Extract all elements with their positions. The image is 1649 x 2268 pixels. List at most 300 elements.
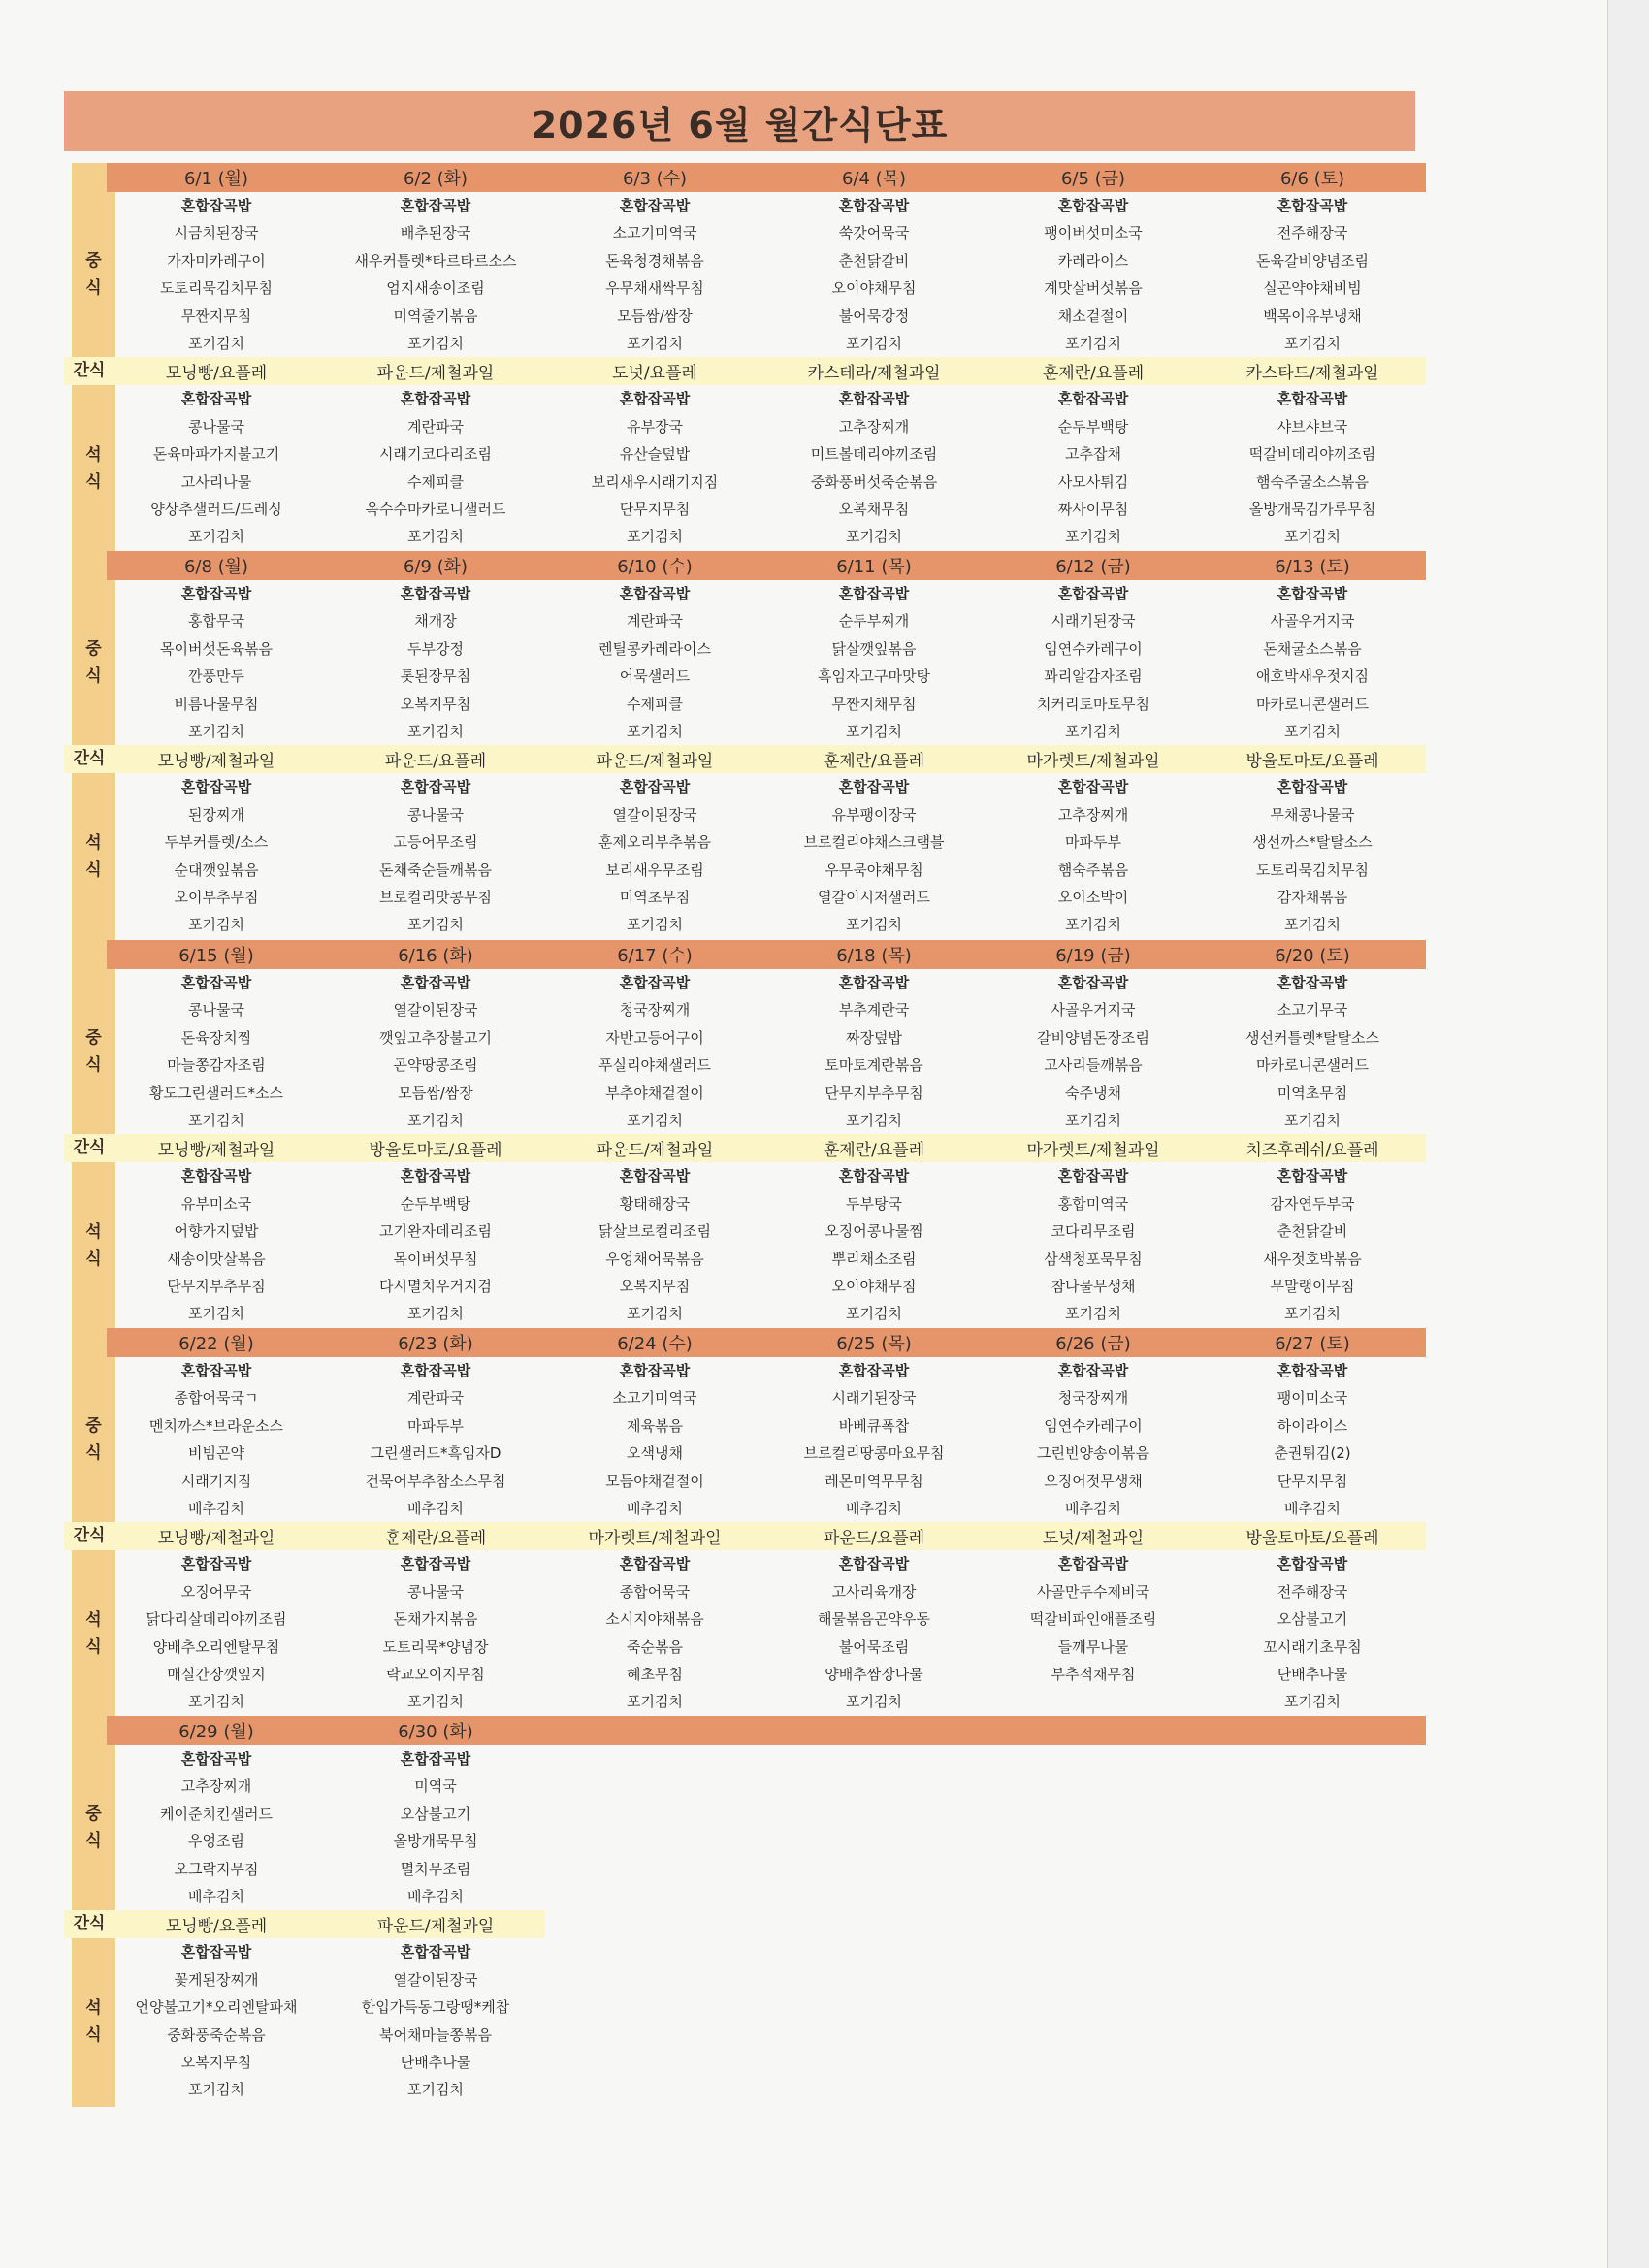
- menu-item: 혼합잡곡밥: [1277, 197, 1348, 214]
- menu-item: 돈채죽순들깨볶음: [379, 860, 492, 879]
- menu-item: 혼합잡곡밥: [180, 197, 252, 214]
- date-header: 6/4 (목): [841, 169, 907, 189]
- menu-item: 황도그린샐러드*소스: [149, 1084, 283, 1102]
- menu-item: 배추김치: [627, 1499, 683, 1517]
- dinner-block: [107, 1938, 1426, 2103]
- menu-item: 단배추나물: [1277, 1665, 1348, 1683]
- menu-item: 혼합잡곡밥: [180, 1750, 252, 1767]
- menu-item: 모듬야채겉절이: [605, 1472, 704, 1490]
- menu-item: 콩나물국: [188, 1001, 244, 1020]
- menu-item: 소고기미역국: [612, 224, 697, 243]
- menu-item: 올방개묵무침: [393, 1832, 478, 1851]
- menu-item: 보리새우시래기지짐: [591, 472, 719, 491]
- menu-item: 중화풍버섯죽순볶음: [810, 472, 938, 491]
- menu-item: 들깨무나물: [1057, 1637, 1129, 1656]
- menu-item: 포기김치: [1065, 722, 1121, 740]
- dinner-day-column: [1203, 773, 1422, 938]
- date-header: 6/30 (화): [398, 1722, 473, 1742]
- dinner-label: [72, 1606, 115, 1661]
- menu-item: 포기김치: [407, 334, 464, 352]
- menu-item: 도토리묵김치무침: [1256, 860, 1369, 879]
- dinner-day-column: [764, 773, 984, 938]
- menu-item: 어향가지덮밥: [174, 1222, 259, 1241]
- menu-item: 고추장찌개: [180, 1777, 252, 1796]
- menu-item: 건묵어부추참소스무침: [365, 1472, 506, 1490]
- week-block: [107, 940, 1426, 1328]
- menu-item: 하이라이스: [1277, 1416, 1348, 1435]
- lunch-label: [72, 635, 115, 690]
- menu-item: 채소겉절이: [1057, 307, 1129, 325]
- menu-item: 우무묵야채무침: [824, 860, 923, 879]
- menu-item: 포기김치: [407, 916, 464, 934]
- menu-item: 새우젓호박볶음: [1263, 1249, 1362, 1268]
- menu-item: 배추김치: [1284, 1499, 1341, 1517]
- snack-label: 간식: [64, 1910, 114, 1938]
- menu-item: 포기김치: [188, 722, 244, 740]
- menu-item: 고등어무조림: [393, 833, 478, 852]
- menu-item: 백목이유부냉채: [1263, 307, 1362, 325]
- menu-item: 불어묵조림: [838, 1637, 910, 1656]
- menu-item: 미역국: [414, 1777, 457, 1796]
- menu-item: 포기김치: [188, 2081, 244, 2099]
- lunch-label-text: 중식: [85, 1804, 102, 1852]
- menu-item: 시래기된장국: [1051, 612, 1136, 631]
- menu-item: 불어묵강정: [838, 307, 910, 325]
- menu-item: 단무지부추무침: [824, 1084, 923, 1102]
- lunch-day-column: [764, 580, 984, 745]
- menu-item: 혼합잡곡밥: [400, 197, 471, 214]
- menu-item: 삼색청포묵무침: [1044, 1249, 1143, 1268]
- snack-item: 훈제란/요플레: [823, 752, 925, 772]
- menu-item: 순두부찌개: [838, 612, 910, 631]
- menu-item: 레몬미역무무침: [824, 1472, 923, 1490]
- date-header: 6/1 (월): [183, 169, 249, 189]
- menu-item: 깐풍만두: [188, 667, 244, 686]
- snack-label: 간식: [64, 1134, 114, 1162]
- menu-item: 포기김치: [846, 528, 902, 546]
- menu-item: 오삼불고기: [1277, 1610, 1348, 1629]
- dinner-day-column: [764, 1162, 984, 1327]
- dinner-label: [72, 829, 115, 884]
- menu-item: 포기김치: [627, 1693, 683, 1711]
- menu-item: 포기김치: [627, 916, 683, 934]
- menu-item: 카레라이스: [1057, 251, 1129, 270]
- snack-item: 파운드/제철과일: [376, 364, 495, 384]
- menu-item: 혼합잡곡밥: [619, 390, 691, 408]
- menu-item: 혼합잡곡밥: [619, 1167, 691, 1185]
- menu-item: 배추김치: [407, 1499, 464, 1517]
- dinner-day-column: [107, 1938, 326, 2103]
- snack-item: 마가렛트/제철과일: [1026, 1141, 1160, 1161]
- snack-item: 파운드/제철과일: [596, 1141, 714, 1161]
- menu-item: 혼합잡곡밥: [1057, 1362, 1129, 1379]
- menu-item: 짜사이무침: [1057, 500, 1129, 518]
- menu-item: 계맛살버섯볶음: [1044, 279, 1143, 298]
- menu-item: 우엉조림: [188, 1832, 244, 1851]
- menu-item: 채개장: [414, 612, 457, 631]
- menu-item: 무짠지채무침: [831, 695, 917, 713]
- lunch-day-column: [764, 969, 984, 1134]
- menu-item: 콩나물국: [407, 805, 464, 824]
- menu-item: 떡갈비데리야끼조림: [1248, 445, 1376, 464]
- menu-item: 한입가득동그랑땡*케찹: [361, 1998, 510, 2017]
- date-header: 6/20 (토): [1275, 946, 1350, 966]
- menu-item: 부추적채무침: [1051, 1665, 1136, 1683]
- dinner-day-column: [1203, 1550, 1422, 1715]
- dinner-day-column: [984, 1162, 1203, 1327]
- menu-item: 콩나물국: [407, 1582, 464, 1601]
- date-row: [107, 551, 1426, 580]
- page-title: 2026년 6월 월간식단표: [531, 103, 949, 146]
- menu-item: 혼합잡곡밥: [838, 585, 910, 602]
- lunch-day-column: [326, 1357, 545, 1522]
- dinner-block: [107, 1162, 1426, 1327]
- menu-item: 포기김치: [188, 916, 244, 934]
- snack-item: 모닝빵/제철과일: [157, 1141, 275, 1161]
- menu-item: 혼합잡곡밥: [180, 1362, 252, 1379]
- menu-item: 돈육장치찜: [180, 1028, 252, 1047]
- lunch-day-column: [545, 192, 764, 357]
- menu-item: 무채콩나물국: [1270, 805, 1355, 824]
- menu-item: 멸치무조림: [400, 1860, 471, 1878]
- menu-item: 팽이버섯미소국: [1044, 224, 1143, 243]
- dinner-day-column: [326, 385, 545, 550]
- menu-item: 팽이미소국: [1277, 1389, 1348, 1408]
- menu-item: 무말랭이무침: [1270, 1277, 1355, 1295]
- menu-item: 닭살브로컬리조림: [598, 1222, 711, 1241]
- menu-item: 매실간장깻잎지: [167, 1665, 266, 1683]
- dinner-day-column: [1203, 385, 1422, 550]
- menu-item: 가자미카레구이: [167, 251, 266, 270]
- menu-item: 혼합잡곡밥: [619, 1362, 691, 1379]
- snack-item: 마가렛트/제철과일: [588, 1529, 722, 1549]
- date-header: 6/24 (수): [617, 1334, 693, 1354]
- menu-item: 시금치된장국: [174, 224, 259, 243]
- menu-item: 임연수카레구이: [1044, 1416, 1143, 1435]
- snack-item: 훈제란/요플레: [1042, 364, 1145, 384]
- menu-item: 목이버섯돈육볶음: [160, 639, 273, 658]
- menu-item: 햄숙주볶음: [1057, 860, 1129, 879]
- lunch-day-column: [984, 580, 1203, 745]
- menu-item: 갈비양념돈장조림: [1037, 1028, 1149, 1047]
- menu-item: 오이부추무침: [174, 888, 259, 906]
- menu-item: 두부탕국: [846, 1194, 902, 1213]
- snack-label: 간식: [64, 1522, 114, 1550]
- menu-item: 자반고등어구이: [605, 1028, 704, 1047]
- date-header: 6/19 (금): [1055, 946, 1131, 966]
- lunch-label-text: 중식: [85, 639, 102, 687]
- menu-item: 돈채가지볶음: [393, 1610, 478, 1629]
- dinner-day-column: [764, 385, 984, 550]
- date-header: 6/11 (목): [836, 557, 912, 577]
- menu-item: 혼합잡곡밥: [400, 778, 471, 796]
- menu-item: 쑥갓어묵국: [838, 224, 910, 243]
- lunch-label-text: 중식: [85, 1416, 102, 1464]
- menu-item: 배추김치: [1065, 1499, 1121, 1517]
- menu-item: 혼합잡곡밥: [1277, 1362, 1348, 1379]
- menu-item: 우무채새싹무침: [605, 279, 704, 298]
- menu-item: 꽈리알감자조림: [1044, 667, 1143, 686]
- menu-item: 혼합잡곡밥: [838, 1555, 910, 1573]
- menu-item: [984, 1688, 1203, 1715]
- dinner-block: [107, 773, 1426, 938]
- menu-item: 소시지야채볶음: [605, 1610, 704, 1629]
- menu-item: 춘권튀김(2): [1274, 1444, 1351, 1463]
- menu-item: 혼합잡곡밥: [400, 974, 471, 991]
- menu-item: 혼합잡곡밥: [180, 974, 252, 991]
- menu-item: 포기김치: [1065, 528, 1121, 546]
- menu-item: 홍합무국: [188, 612, 244, 631]
- menu-item: 숙주냉채: [1065, 1084, 1121, 1102]
- lunch-day-column: [545, 580, 764, 745]
- menu-item: 햄숙주굴소스볶음: [1256, 472, 1369, 491]
- menu-item: 포기김치: [188, 1693, 244, 1711]
- menu-item: 실곤약야채비빔: [1263, 279, 1362, 298]
- dinner-label: [72, 441, 115, 496]
- menu-item: 양배추오리엔탈무침: [152, 1637, 280, 1656]
- dinner-day-column: [326, 1162, 545, 1327]
- date-header: 6/2 (화): [403, 169, 469, 189]
- menu-item: 포기김치: [407, 722, 464, 740]
- dinner-day-column: [326, 1550, 545, 1715]
- menu-item: 시래기지짐: [180, 1472, 252, 1490]
- menu-item: 전주해장국: [1277, 1582, 1348, 1601]
- menu-item: 오이소박이: [1057, 888, 1129, 906]
- lunch-day-column: [1203, 969, 1422, 1134]
- date-header: 6/27 (토): [1275, 1334, 1350, 1354]
- menu-item: 포기김치: [846, 1305, 902, 1323]
- lunch-label-text: 중식: [85, 1028, 102, 1076]
- menu-item: 푸실리야채샐러드: [598, 1056, 711, 1075]
- menu-item: 도토리묵*양념장: [382, 1637, 489, 1656]
- menu-item: 혼합잡곡밥: [400, 1555, 471, 1573]
- menu-item: 돈육마파가지불고기: [152, 445, 280, 464]
- dinner-day-column: [545, 1550, 764, 1715]
- menu-item: 혼합잡곡밥: [180, 1555, 252, 1573]
- menu-item: 혼합잡곡밥: [1057, 585, 1129, 602]
- lunch-day-column: [1203, 580, 1422, 745]
- menu-item: 시래기된장국: [831, 1389, 917, 1408]
- menu-item: 마카로니콘샐러드: [1256, 695, 1369, 713]
- menu-item: 죽순볶음: [627, 1637, 683, 1656]
- menu-item: 유산슬덮밥: [619, 445, 691, 464]
- lunch-day-column: [107, 969, 326, 1134]
- snack-item: 파운드/요플레: [823, 1529, 925, 1549]
- snack-item: 마가렛트/제철과일: [1026, 752, 1160, 772]
- menu-item: 혼합잡곡밥: [1057, 390, 1129, 408]
- menu-item: 혼합잡곡밥: [838, 974, 910, 991]
- menu-item: 배추김치: [846, 1499, 902, 1517]
- menu-item: 포기김치: [407, 1693, 464, 1711]
- menu-item: 유부팽이장국: [831, 805, 917, 824]
- lunch-label: [72, 247, 115, 302]
- date-header: 6/16 (화): [398, 946, 473, 966]
- menu-item: 콩나물국: [188, 417, 244, 436]
- menu-item: 사골우거지국: [1051, 1001, 1136, 1020]
- menu-item: 포기김치: [627, 1111, 683, 1129]
- menu-item: 혼합잡곡밥: [180, 778, 252, 796]
- menu-item: 유부장국: [627, 417, 683, 436]
- menu-item: 열갈이된장국: [393, 1001, 478, 1020]
- dinner-day-column: [107, 1162, 326, 1327]
- dinner-day-column: [107, 1550, 326, 1715]
- menu-item: 오삼불고기: [400, 1804, 471, 1823]
- menu-item: 목이버섯무침: [393, 1249, 478, 1268]
- menu-item: 포기김치: [407, 1305, 464, 1323]
- snack-item: 방울토마토/요플레: [1245, 1529, 1379, 1549]
- menu-item: 바베큐폭찹: [838, 1416, 910, 1435]
- dinner-label-text: 석식: [85, 1997, 102, 2045]
- menu-item: 포기김치: [407, 1111, 464, 1129]
- menu-item: 혼합잡곡밥: [619, 974, 691, 991]
- menu-item: 혼합잡곡밥: [180, 1943, 252, 1961]
- menu-item: 떡갈비파인애플조림: [1029, 1610, 1157, 1629]
- menu-item: 혼합잡곡밥: [1277, 585, 1348, 602]
- menu-item: 포기김치: [1065, 916, 1121, 934]
- lunch-block: [107, 969, 1426, 1134]
- menu-item: 혼합잡곡밥: [838, 1362, 910, 1379]
- dinner-label-text: 석식: [85, 1609, 102, 1657]
- dinner-day-column: [107, 385, 326, 550]
- menu-item: 돈육청경채볶음: [605, 251, 704, 270]
- menu-item: 혼합잡곡밥: [1277, 778, 1348, 796]
- menu-item: 톳된장무침: [400, 667, 471, 686]
- menu-item: 도토리묵김치무침: [160, 279, 273, 298]
- snack-item: 파운드/제철과일: [596, 752, 714, 772]
- menu-item: 양배추쌈장나물: [824, 1665, 923, 1683]
- menu-item: 배추김치: [407, 1887, 464, 1905]
- dinner-label: [72, 1994, 115, 2049]
- dinner-day-column: [545, 1162, 764, 1327]
- menu-item: 사골만두수제비국: [1037, 1582, 1149, 1601]
- snack-item: 치즈후레쉬/요플레: [1245, 1141, 1379, 1161]
- menu-item: 돈채굴소스볶음: [1263, 639, 1362, 658]
- menu-item: 오이야채무침: [831, 279, 917, 298]
- menu-item: 전주해장국: [1277, 224, 1348, 243]
- menu-item: 생선커틀렛*탈탈소스: [1245, 1028, 1379, 1047]
- snack-item: 파운드/요플레: [384, 752, 487, 772]
- menu-item: 새우커틀렛*타르타르소스: [354, 251, 517, 270]
- lunch-day-column: [326, 192, 545, 357]
- lunch-label: [72, 1800, 115, 1855]
- menu-item: 계란파국: [627, 612, 683, 631]
- menu-item: 사모사튀김: [1057, 472, 1129, 491]
- lunch-day-column: [984, 969, 1203, 1134]
- menu-item: 포기김치: [1065, 1111, 1121, 1129]
- snack-item: 모닝빵/요플레: [165, 1917, 268, 1937]
- menu-item: 포기김치: [188, 528, 244, 546]
- menu-item: 비름나물무침: [174, 695, 259, 713]
- menu-item: 열갈이시저샐러드: [818, 888, 930, 906]
- menu-item: 코다리무조림: [1051, 1222, 1136, 1241]
- menu-item: 포기김치: [188, 1111, 244, 1129]
- week-block: [107, 163, 1426, 551]
- dinner-day-column: [984, 385, 1203, 550]
- menu-item: 혼합잡곡밥: [180, 390, 252, 408]
- menu-item: 종합어묵국ㄱ: [174, 1389, 259, 1408]
- menu-item: 다시멸치우거지검: [379, 1277, 492, 1295]
- date-header: 6/23 (화): [398, 1334, 473, 1354]
- menu-item: 춘천닭갈비: [838, 251, 910, 270]
- dinner-label-text: 석식: [85, 832, 102, 880]
- menu-item: 마파두부: [407, 1416, 464, 1435]
- lunch-day-column: [107, 1745, 326, 1910]
- date-header: 6/10 (수): [617, 557, 693, 577]
- snack-item: 카스테라/제철과일: [807, 364, 941, 384]
- date-row: [107, 1716, 1426, 1745]
- menu-item: 브로컬리맛콩무침: [379, 888, 492, 906]
- snack-item: 모닝빵/제철과일: [157, 752, 275, 772]
- menu-item: 두부강정: [407, 639, 464, 658]
- menu-item: 우엉채어묵볶음: [605, 1249, 704, 1268]
- menu-item: 소고기미역국: [612, 1389, 697, 1408]
- menu-item: 꽃게된장찌개: [174, 1970, 259, 1989]
- menu-item: 포기김치: [188, 1305, 244, 1323]
- menu-item: 샤브샤브국: [1277, 417, 1348, 436]
- menu-item: 참나물무생채: [1051, 1277, 1136, 1295]
- menu-item: 포기김치: [1284, 1693, 1341, 1711]
- dinner-day-column: [326, 773, 545, 938]
- menu-item: 혼합잡곡밥: [1277, 1555, 1348, 1573]
- date-header: 6/12 (금): [1055, 557, 1131, 577]
- lunch-day-column: [545, 1357, 764, 1522]
- menu-item: 혼합잡곡밥: [838, 197, 910, 214]
- dinner-label-text: 석식: [85, 444, 102, 492]
- lunch-day-column: [107, 192, 326, 357]
- week-block: [107, 1328, 1426, 1716]
- menu-item: 토마토계란볶음: [824, 1056, 923, 1075]
- week-block: [107, 551, 1426, 939]
- menu-item: 청국장찌개: [1057, 1389, 1129, 1408]
- date-row: [107, 163, 1426, 192]
- date-row: [107, 940, 1426, 969]
- lunch-day-column: [984, 1357, 1203, 1522]
- scan-edge: [1607, 0, 1649, 2268]
- menu-item: 계란파국: [407, 1389, 464, 1408]
- lunch-label-text: 중식: [85, 251, 102, 299]
- menu-item: 혼합잡곡밥: [180, 585, 252, 602]
- snack-item: 도넛/요플레: [612, 364, 697, 384]
- menu-item: 순두부백탕: [400, 1194, 471, 1213]
- menu-item: 오복지무침: [180, 2053, 252, 2071]
- menu-item: 락교오이지무침: [386, 1665, 485, 1683]
- menu-item: 포기김치: [1284, 528, 1341, 546]
- menu-item: 고사리나물: [180, 472, 252, 491]
- menu-item: 마파두부: [1065, 833, 1121, 852]
- menu-item: 포기김치: [846, 334, 902, 352]
- lunch-label: [72, 1412, 115, 1467]
- menu-item: 계란파국: [407, 417, 464, 436]
- lunch-day-column: [107, 580, 326, 745]
- menu-item: 혼합잡곡밥: [400, 1750, 471, 1767]
- dinner-day-column: [545, 773, 764, 938]
- dinner-label-text: 석식: [85, 1221, 102, 1269]
- dinner-day-column: [545, 385, 764, 550]
- menu-item: 혼합잡곡밥: [1277, 390, 1348, 408]
- menu-item: 깻잎고추장불고기: [379, 1028, 492, 1047]
- snack-row: [107, 357, 1426, 385]
- menu-item: 고기완자데리조림: [379, 1222, 492, 1241]
- menu-item: 포기김치: [188, 334, 244, 352]
- date-header: 6/22 (월): [178, 1334, 254, 1354]
- snack-row: [107, 1522, 1426, 1550]
- lunch-day-column: [326, 1745, 545, 1910]
- snack-item: 파운드/제철과일: [376, 1917, 495, 1937]
- dinner-day-column: [984, 1550, 1203, 1715]
- date-header: 6/26 (금): [1055, 1334, 1131, 1354]
- lunch-block: [107, 580, 1426, 745]
- menu-item: 오이야채무침: [831, 1277, 917, 1295]
